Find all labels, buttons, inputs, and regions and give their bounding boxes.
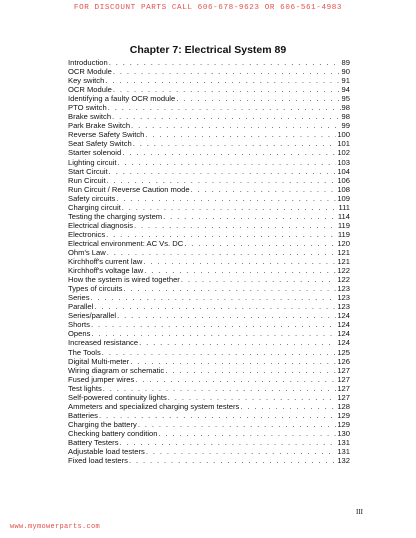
toc-entry-page: 123	[337, 284, 350, 294]
toc-entry[interactable]	[68, 221, 350, 230]
toc-entry-page: 124	[337, 311, 350, 321]
toc-entry-page: 127	[337, 392, 350, 402]
toc-leader-dots	[145, 130, 336, 139]
toc-entry-label: Electrical diagnosis	[68, 220, 133, 230]
toc-entry[interactable]	[68, 302, 350, 311]
toc-entry-label: Battery Testers	[68, 437, 119, 447]
toc-entry[interactable]	[68, 311, 350, 320]
toc-entry[interactable]	[68, 239, 350, 248]
toc-leader-dots	[116, 194, 336, 203]
toc-leader-dots	[99, 411, 336, 420]
toc-entry[interactable]	[68, 447, 350, 456]
toc-leader-dots	[130, 357, 336, 366]
toc-entry[interactable]	[68, 176, 350, 185]
toc-entry[interactable]	[68, 411, 350, 420]
toc-entry-label: Kirchhoff's current law	[68, 257, 143, 267]
toc-entry-label: Batteries	[68, 410, 98, 420]
toc-entry[interactable]	[68, 112, 350, 121]
toc-leader-dots	[146, 447, 337, 456]
toc-entry[interactable]	[68, 139, 350, 148]
toc-entry-page: 124	[337, 329, 350, 339]
toc-entry-page: 122	[337, 266, 350, 276]
toc-entry[interactable]	[68, 58, 350, 67]
toc-leader-dots	[94, 302, 336, 311]
toc-entry-page: 126	[337, 356, 350, 366]
toc-leader-dots	[165, 366, 336, 375]
toc-leader-dots	[107, 248, 337, 257]
toc-leader-dots	[118, 158, 337, 167]
toc-entry-page: 123	[337, 302, 350, 312]
toc-entry-label: Wiring diagram or schematic	[68, 365, 165, 375]
toc-entry[interactable]	[68, 158, 350, 167]
toc-entry-label: Run Circuit / Reverse Caution mode	[68, 184, 190, 194]
toc-entry-label: Identifying a faulty OCR module	[68, 94, 176, 104]
toc-leader-dots	[120, 438, 337, 447]
toc-entry-label: Electrical environment: AC Vs. DC	[68, 238, 184, 248]
toc-entry-page: 121	[337, 257, 350, 267]
toc-entry-label: Self-powered continuity lights	[68, 392, 167, 402]
toc-entry-page: 89	[341, 58, 350, 67]
toc-entry[interactable]	[68, 130, 350, 139]
toc-leader-dots	[184, 239, 336, 248]
toc-leader-dots	[109, 167, 337, 176]
toc-entry-label: OCR Module	[68, 85, 112, 95]
toc-leader-dots	[113, 67, 341, 76]
toc-entry[interactable]	[68, 320, 350, 329]
toc-entry-label: Park Brake Switch	[68, 121, 131, 131]
toc-entry-page: 127	[337, 383, 350, 393]
toc-leader-dots	[163, 212, 337, 221]
toc-entry-page: 131	[337, 447, 350, 457]
toc-entry-label: Fixed load testers	[68, 456, 128, 466]
toc-leader-dots	[103, 384, 337, 393]
toc-entry-page: 98	[341, 112, 350, 122]
toc-leader-dots	[144, 266, 336, 275]
toc-entry[interactable]	[68, 257, 350, 266]
toc-entry[interactable]	[68, 375, 350, 384]
toc-entry-label: Starter solenoid	[68, 148, 122, 158]
toc-leader-dots	[107, 176, 337, 185]
toc-entry-label: Increased resistance	[68, 338, 139, 348]
toc-entry[interactable]	[68, 266, 350, 275]
toc-leader-dots	[102, 348, 337, 357]
toc-leader-dots	[112, 112, 341, 121]
toc-entry-page: 124	[337, 320, 350, 330]
toc-entry[interactable]	[68, 167, 350, 176]
toc-leader-dots	[134, 221, 337, 230]
toc-entry-page: 100	[337, 130, 350, 140]
toc-entry-page: 108	[337, 184, 350, 194]
toc-entry-page: 91	[341, 76, 350, 86]
toc-leader-dots	[143, 257, 336, 266]
toc-entry-page: 98	[341, 103, 350, 113]
toc-entry[interactable]	[68, 94, 350, 103]
toc-entry-label: Types of circuits	[68, 284, 123, 294]
toc-entry-page: 120	[337, 238, 350, 248]
toc-entry[interactable]	[68, 212, 350, 221]
toc-entry-page: 128	[337, 401, 350, 411]
toc-entry-page: 121	[337, 247, 350, 257]
toc-entry-label: Introduction	[68, 58, 108, 67]
toc-entry-label: How the system is wired together	[68, 275, 180, 285]
toc-entry[interactable]	[68, 203, 350, 212]
toc-entry-page: 109	[337, 193, 350, 203]
toc-entry-page: 119	[337, 229, 350, 239]
toc-entry-page: 124	[337, 338, 350, 348]
toc-entry[interactable]	[68, 284, 350, 293]
toc-entry-page: 95	[341, 94, 350, 104]
table-of-contents	[68, 58, 350, 465]
toc-leader-dots	[122, 203, 338, 212]
toc-entry-label: PTO switch	[68, 103, 107, 113]
toc-entry-label: Seat Safety Switch	[68, 139, 132, 149]
toc-leader-dots	[91, 293, 337, 302]
toc-leader-dots	[117, 311, 336, 320]
toc-entry[interactable]	[68, 438, 350, 447]
toc-entry[interactable]	[68, 185, 350, 194]
toc-entry-label: Test lights	[68, 383, 102, 393]
toc-entry[interactable]	[68, 121, 350, 130]
toc-entry[interactable]	[68, 76, 350, 85]
toc-entry-label: Digital Multi-meter	[68, 356, 130, 366]
toc-entry[interactable]	[68, 384, 350, 393]
toc-entry-label: OCR Module	[68, 67, 112, 77]
toc-entry-page: 99	[341, 121, 350, 131]
toc-entry-page: 125	[337, 347, 350, 357]
toc-leader-dots	[122, 148, 336, 157]
toc-entry-page: 127	[337, 365, 350, 375]
toc-entry-page: 123	[337, 293, 350, 303]
toc-entry-page: 103	[337, 157, 350, 167]
toc-leader-dots	[105, 76, 340, 85]
page-number: III	[356, 508, 363, 516]
toc-entry[interactable]	[68, 420, 350, 429]
toc-entry[interactable]	[68, 293, 350, 302]
toc-entry-label: Shorts	[68, 320, 90, 330]
toc-leader-dots	[123, 284, 336, 293]
toc-entry[interactable]	[68, 275, 350, 284]
toc-leader-dots	[113, 85, 341, 94]
toc-entry-page: 129	[337, 410, 350, 420]
toc-entry-label: Lighting circuit	[68, 157, 117, 167]
toc-entry-page: 106	[337, 175, 350, 185]
chapter-title: Chapter 7: Electrical System 89	[129, 44, 287, 56]
toc-leader-dots	[91, 320, 336, 329]
toc-entry-label: Electronics	[68, 229, 106, 239]
toc-leader-dots	[139, 338, 336, 347]
toc-entry-page: 114	[337, 211, 350, 221]
toc-entry-label: Checking battery condition	[68, 428, 158, 438]
toc-entry-label: Charging circuit	[68, 202, 121, 212]
toc-leader-dots	[168, 393, 337, 402]
toc-entry-page: 90	[341, 67, 350, 77]
toc-leader-dots	[131, 121, 341, 130]
toc-entry[interactable]	[68, 357, 350, 366]
toc-entry[interactable]	[68, 85, 350, 94]
toc-entry-label: Start Circuit	[68, 166, 108, 176]
toc-leader-dots	[108, 103, 341, 112]
toc-entry-label: Run Circuit	[68, 175, 106, 185]
toc-leader-dots	[138, 420, 337, 429]
toc-entry-page: 127	[337, 374, 350, 384]
toc-entry[interactable]	[68, 429, 350, 438]
toc-leader-dots	[181, 275, 336, 284]
toc-entry-label: Reverse Safety Switch	[68, 130, 145, 140]
toc-entry[interactable]	[68, 194, 350, 203]
toc-entry-page: 122	[337, 275, 350, 285]
toc-entry-label: Fused jumper wires	[68, 374, 135, 384]
toc-leader-dots	[191, 185, 337, 194]
toc-entry[interactable]	[68, 338, 350, 347]
toc-entry-label: Key switch	[68, 76, 105, 86]
toc-entry-page: 102	[337, 148, 350, 158]
toc-entry-page: 129	[337, 419, 350, 429]
toc-entry-label: Kirchhoff's voltage law	[68, 266, 144, 276]
toc-entry-label: Ammeters and specialized charging system testers	[68, 401, 240, 411]
toc-entry[interactable]	[68, 456, 350, 465]
toc-entry[interactable]	[68, 366, 350, 375]
toc-entry-page: 131	[337, 437, 350, 447]
toc-entry-label: Testing the charging system	[68, 211, 163, 221]
toc-entry-page: 111	[338, 202, 350, 212]
toc-entry[interactable]	[68, 402, 350, 411]
toc-entry[interactable]	[68, 248, 350, 257]
toc-entry-label: Safety circuits	[68, 193, 116, 203]
toc-entry[interactable]	[68, 67, 350, 76]
toc-entry[interactable]	[68, 348, 350, 357]
toc-entry-page: 104	[337, 166, 350, 176]
toc-entry-label: Parallel	[68, 302, 94, 312]
toc-leader-dots	[176, 94, 340, 103]
toc-entry[interactable]	[68, 148, 350, 157]
toc-entry-page: 101	[337, 139, 350, 149]
footer-website-link[interactable]: www.mymowerparts.com	[10, 523, 101, 531]
toc-entry-page: 119	[337, 220, 350, 230]
toc-entry-page: 132	[337, 456, 350, 466]
toc-leader-dots	[159, 429, 337, 438]
discount-parts-banner: FOR DISCOUNT PARTS CALL 606-678-9623 OR 606-561-4983	[73, 4, 343, 12]
toc-entry-page: 130	[337, 428, 350, 438]
toc-leader-dots	[135, 375, 336, 384]
toc-leader-dots	[240, 402, 336, 411]
toc-leader-dots	[129, 456, 336, 465]
toc-entry-label: Adjustable load testers	[68, 447, 145, 457]
toc-entry[interactable]	[68, 230, 350, 239]
toc-entry-page: 94	[341, 85, 350, 95]
toc-leader-dots	[106, 230, 337, 239]
toc-entry-label: Opens	[68, 329, 91, 339]
toc-entry-label: The Tools	[68, 347, 101, 357]
toc-entry-label: Series	[68, 293, 90, 303]
toc-entry-label: Series/parallel	[68, 311, 117, 321]
toc-entry-label: Charging the battery	[68, 419, 137, 429]
toc-leader-dots	[109, 58, 341, 67]
toc-entry[interactable]	[68, 103, 350, 112]
toc-leader-dots	[91, 329, 336, 338]
toc-entry[interactable]	[68, 329, 350, 338]
toc-leader-dots	[133, 139, 337, 148]
toc-entry-label: Brake switch	[68, 112, 112, 122]
toc-entry-label: Ohm's Law	[68, 247, 106, 257]
toc-entry[interactable]	[68, 393, 350, 402]
